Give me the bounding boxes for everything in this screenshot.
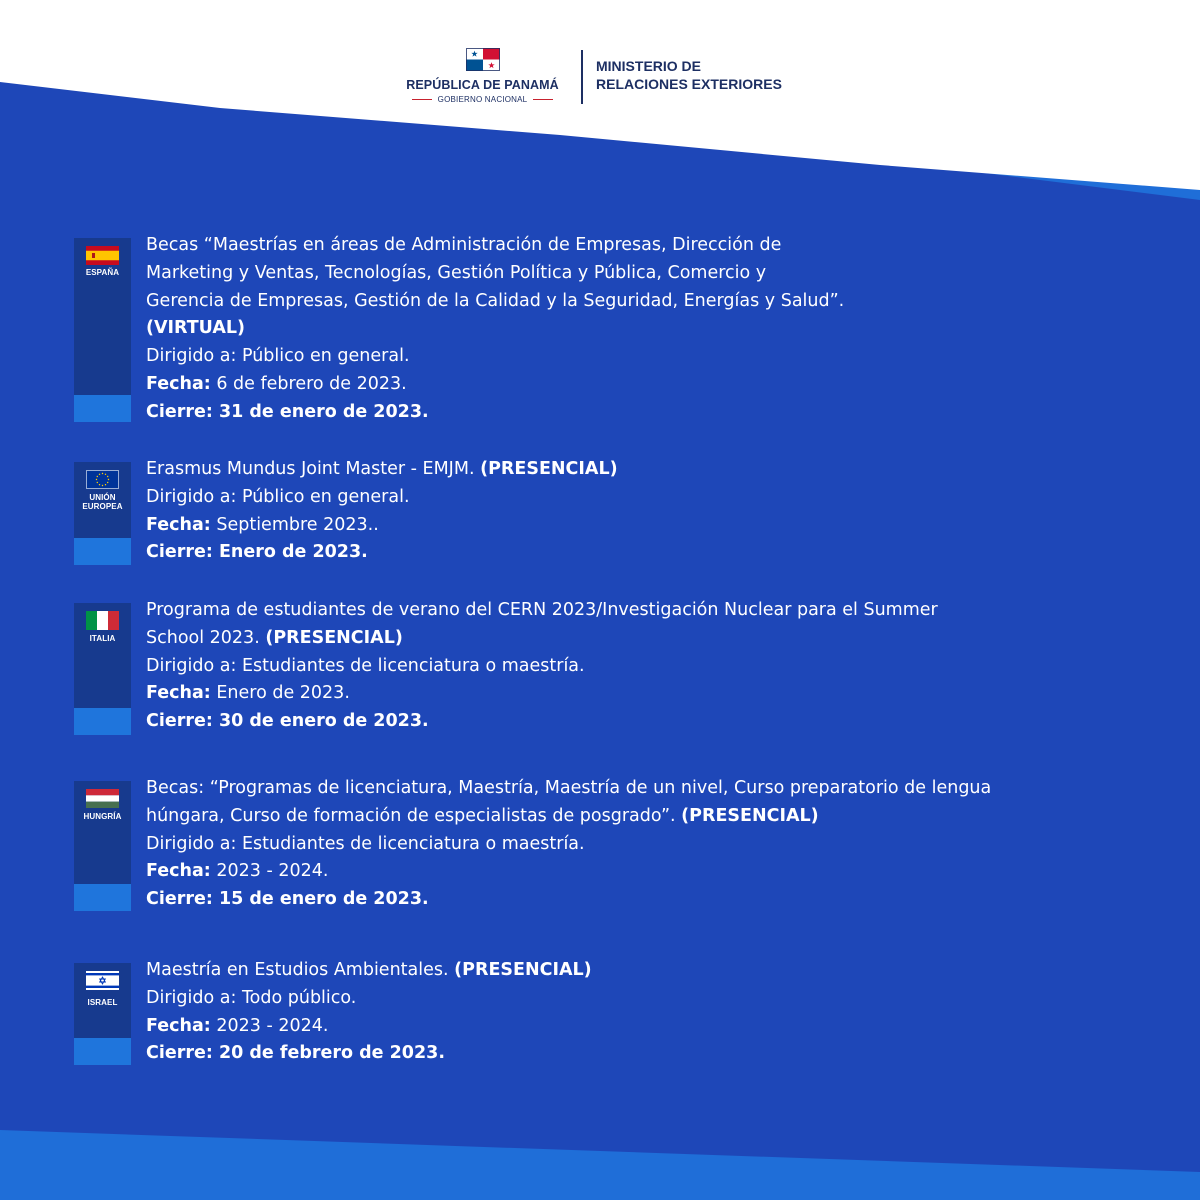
- cierre-line: [146, 1040, 1131, 1068]
- title-part: húngara, Curso de formación de especialistas de posgrado”.: [146, 805, 676, 826]
- eu-star-icon: [97, 476, 98, 477]
- entry-text: [146, 456, 1131, 567]
- title-line: Gerencia de Empresas, Gestión de la Calidad y la Seguridad, Energías y Salud”.: [146, 290, 845, 311]
- dirigido-line: [146, 653, 1131, 681]
- fecha-value: Septiembre 2023..: [216, 514, 379, 535]
- entry-text: [146, 957, 1131, 1068]
- country-label: HUNGRÍA: [83, 812, 122, 821]
- dirigido-line: [146, 831, 1131, 859]
- title: Erasmus Mundus Joint Master - EMJM.: [146, 459, 475, 479]
- country-tag: [74, 963, 131, 1065]
- fecha-value: 2023 - 2024.: [216, 1015, 329, 1036]
- dirigido-label: Dirigido a:: [146, 486, 237, 507]
- fecha-value: 6 de febrero de 2023.: [216, 373, 407, 394]
- cierre-value: 31 de enero de 2023.: [218, 401, 429, 422]
- eu-star-icon: [96, 479, 97, 480]
- fecha-line: [146, 858, 1131, 886]
- hungary-flag-icon: [86, 789, 119, 808]
- country-label: ITALIA: [89, 634, 116, 643]
- country-tag: [74, 462, 131, 565]
- header-divider: [581, 50, 583, 104]
- ministry-line-2: RELACIONES EXTERIORES: [596, 76, 782, 92]
- cierre-value: 15 de enero de 2023.: [218, 889, 429, 910]
- cierre-label: Cierre:: [146, 711, 213, 732]
- dirigido-label: Dirigido a:: [146, 346, 237, 367]
- dirigido-line: [146, 484, 1131, 512]
- country-label: ISRAEL: [87, 998, 118, 1007]
- cierre-line: [146, 539, 1131, 567]
- cierre-line: [146, 708, 1131, 736]
- title: Maestría en Estudios Ambientales.: [146, 960, 449, 980]
- cierre-value: 20 de febrero de 2023.: [218, 1043, 445, 1064]
- eu-star-icon: [105, 484, 106, 485]
- eu-star-icon: [102, 473, 103, 474]
- ministry-line-1: MINISTERIO DE: [596, 58, 702, 74]
- israel-flag-icon: [86, 971, 119, 990]
- dirigido-line: [146, 343, 1131, 371]
- country-label-line-2: EUROPEA: [82, 502, 123, 511]
- title-part: School 2023.: [146, 627, 260, 648]
- eu-star-icon: [99, 474, 100, 475]
- fecha-label: Fecha:: [146, 514, 211, 535]
- dirigido-label: Dirigido a:: [146, 833, 237, 854]
- title-line: Marketing y Ventas, Tecnologías, Gestión Política y Pública, Comercio y: [146, 262, 767, 283]
- modality: (VIRTUAL): [146, 318, 246, 339]
- government-subtitle: GOBIERNO NACIONAL: [437, 95, 528, 104]
- title-line: [146, 456, 1131, 484]
- dirigido-label: Dirigido a:: [146, 655, 237, 676]
- eu-star-icon: [97, 482, 98, 483]
- eu-flag-icon: [86, 470, 119, 489]
- italy-flag-icon: [86, 611, 119, 630]
- cierre-label: Cierre:: [146, 542, 213, 563]
- dirigido-value: Todo público.: [241, 987, 357, 1008]
- country-tag: [74, 603, 131, 735]
- fecha-label: Fecha:: [146, 373, 211, 394]
- entry-text: [146, 775, 1131, 914]
- fecha-line: [146, 371, 1131, 399]
- ministry-name: [596, 57, 782, 93]
- government-title: REPÚBLICA DE PANAMÁ: [406, 78, 559, 92]
- title-line: Programa de estudiantes de verano del CERN 2023/Investigación Nuclear para el Summer: [146, 600, 938, 620]
- country-label-line-1: UNIÓN: [89, 493, 116, 502]
- title-line: [146, 957, 1131, 985]
- divider-line: [412, 99, 432, 101]
- dirigido-value: Estudiantes de licenciatura o maestría.: [241, 655, 585, 676]
- country-tag: [74, 781, 131, 911]
- spain-flag-icon: [86, 246, 119, 265]
- title-line: Becas: “Programas de licenciatura, Maestría, Maestría de un nivel, Curso preparatorio de lengua: [146, 778, 992, 798]
- dirigido-value: Público en general.: [241, 346, 410, 367]
- fecha-line: [146, 1013, 1131, 1041]
- modality: (PRESENCIAL): [454, 960, 592, 980]
- title-line: [146, 625, 1131, 653]
- cierre-value: Enero de 2023.: [218, 542, 368, 563]
- cierre-label: Cierre:: [146, 889, 213, 910]
- modality: (PRESENCIAL): [265, 627, 403, 648]
- country-tag: [74, 238, 131, 422]
- fecha-value: Enero de 2023.: [216, 683, 350, 704]
- government-subtitle-row: [412, 95, 554, 104]
- modality: (PRESENCIAL): [681, 805, 819, 826]
- cierre-line: [146, 399, 1131, 427]
- eu-star-icon: [99, 484, 100, 485]
- fecha-label: Fecha:: [146, 683, 211, 704]
- panama-flag-icon: [466, 48, 500, 71]
- dirigido-value: Estudiantes de licenciatura o maestría.: [241, 833, 585, 854]
- tag-accent: [74, 395, 131, 422]
- title-line: [146, 803, 1131, 831]
- cierre-line: [146, 886, 1131, 914]
- fecha-label: Fecha:: [146, 861, 211, 882]
- eu-star-icon: [102, 485, 103, 486]
- tag-accent: [74, 708, 131, 735]
- header: [0, 0, 1200, 150]
- entry-text: [146, 232, 1131, 427]
- fecha-line: [146, 512, 1131, 540]
- fecha-line: [146, 680, 1131, 708]
- entry-text: [146, 597, 1131, 736]
- country-label: ESPAÑA: [85, 268, 120, 277]
- fecha-value: 2023 - 2024.: [216, 861, 329, 882]
- eu-star-icon: [107, 476, 108, 477]
- eu-star-icon: [108, 479, 109, 480]
- cierre-label: Cierre:: [146, 401, 213, 422]
- cierre-label: Cierre:: [146, 1043, 213, 1064]
- government-logo: [395, 48, 570, 104]
- tag-accent: [74, 884, 131, 911]
- dirigido-label: Dirigido a:: [146, 987, 237, 1008]
- country-label: [74, 493, 131, 511]
- modality: (PRESENCIAL): [480, 459, 618, 479]
- tag-accent: [74, 538, 131, 565]
- cierre-value: 30 de enero de 2023.: [218, 711, 429, 732]
- fecha-label: Fecha:: [146, 1015, 211, 1036]
- title-line: Becas “Maestrías en áreas de Administración de Empresas, Dirección de: [146, 235, 782, 255]
- eu-star-icon: [107, 482, 108, 483]
- dirigido-value: Público en general.: [241, 486, 410, 507]
- dirigido-line: [146, 985, 1131, 1013]
- divider-line: [533, 99, 553, 101]
- tag-accent: [74, 1038, 131, 1065]
- eu-star-icon: [105, 474, 106, 475]
